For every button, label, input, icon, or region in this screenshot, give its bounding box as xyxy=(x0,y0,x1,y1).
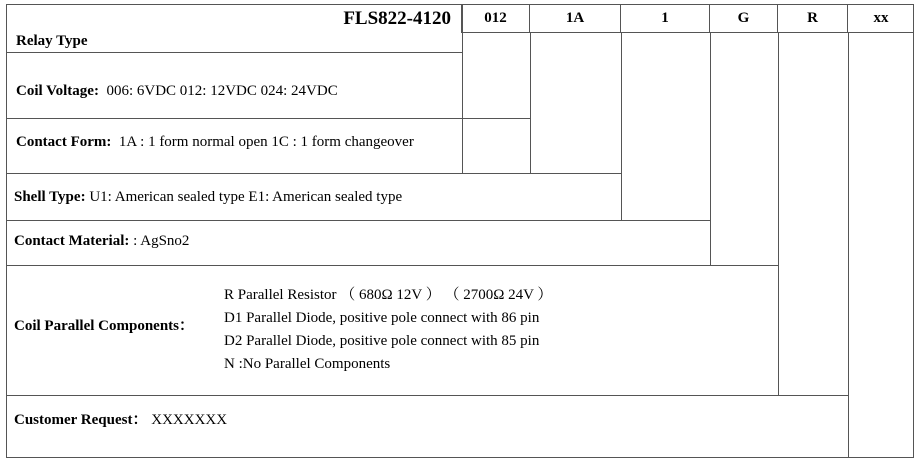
connector-line-coil-voltage xyxy=(462,5,463,173)
code-cell-coil-voltage xyxy=(462,5,530,33)
divider-coil-parallel xyxy=(7,395,849,396)
customer-request-value: XXXXXXX xyxy=(151,412,228,428)
connector-line-contact-form xyxy=(530,33,531,173)
coil-voltage-label: Coil Voltage xyxy=(16,83,94,99)
coil-voltage-sep: : xyxy=(93,83,99,99)
connector-line-shell-type xyxy=(621,33,622,220)
coil-parallel-line-4: N :No Parallel Components xyxy=(224,356,391,372)
code-cell-part-number xyxy=(7,5,462,33)
divider-coil-voltage xyxy=(7,118,531,119)
row-contact-form xyxy=(16,133,414,152)
coil-parallel-line-3: D2 Parallel Diode, positive pole connect with 85 pin xyxy=(224,333,540,349)
divider-contact-form xyxy=(7,173,622,174)
row-shell-type xyxy=(14,188,402,207)
divider-relay-type xyxy=(7,52,463,53)
code-cell-contact-form xyxy=(530,5,621,33)
connector-line-coil-parallel xyxy=(778,33,779,395)
relay-type-label: Relay Type xyxy=(16,33,88,49)
row-relay-type xyxy=(16,32,88,51)
divider-contact-material xyxy=(7,265,779,266)
contact-form-code-text: 1A xyxy=(565,10,585,26)
contact-material-value: : AgSno2 xyxy=(133,233,190,249)
customer-request-label: Customer Request xyxy=(14,412,133,428)
code-cell-customer-request xyxy=(848,5,914,33)
contact-material-code-text: G xyxy=(737,10,750,26)
code-cell-contact-material xyxy=(710,5,778,33)
shell-type-label: Shell Type xyxy=(14,189,81,205)
customer-request-sep: ： xyxy=(132,412,148,428)
customer-request-code-text: xx xyxy=(873,10,889,26)
coil-parallel-label: Coil Parallel Components xyxy=(14,318,179,334)
row-customer-request xyxy=(14,411,227,430)
shell-type-code-text: 1 xyxy=(661,10,669,26)
shell-type-sep: : xyxy=(80,189,86,205)
coil-parallel-lines xyxy=(14,284,774,376)
contact-form-label: Contact Form xyxy=(16,134,107,150)
contact-material-sep: : xyxy=(124,233,130,249)
code-cell-shell-type xyxy=(621,5,710,33)
coil-parallel-sep: ： xyxy=(179,318,195,334)
shell-type-value: U1: American sealed type E1: American sealed type xyxy=(89,189,403,205)
coil-parallel-line-1: R Parallel Resistor （ 680Ω 12V ） （ 2700Ω 24V ） xyxy=(224,287,553,303)
coil-voltage-value: 006: 6VDC 012: 12VDC 024: 24VDC xyxy=(106,83,338,99)
contact-material-label: Contact Material xyxy=(14,233,125,249)
row-coil-voltage xyxy=(16,82,338,101)
row-contact-material xyxy=(14,232,189,251)
code-cell-coil-parallel xyxy=(778,5,848,33)
coil-parallel-line-2: D1 Parallel Diode, positive pole connect with 86 pin xyxy=(224,310,540,326)
code-cells-row xyxy=(7,5,914,33)
contact-form-value: 1A : 1 form normal open 1C : 1 form changeover xyxy=(118,134,414,150)
contact-form-sep: : xyxy=(106,134,112,150)
coil-voltage-code-text: 012 xyxy=(484,10,507,26)
coil-parallel-code-text: R xyxy=(807,10,818,26)
connector-line-contact-material xyxy=(710,33,711,265)
part-number-text: FLS822-4120 xyxy=(343,8,451,29)
divider-shell-type xyxy=(7,220,711,221)
